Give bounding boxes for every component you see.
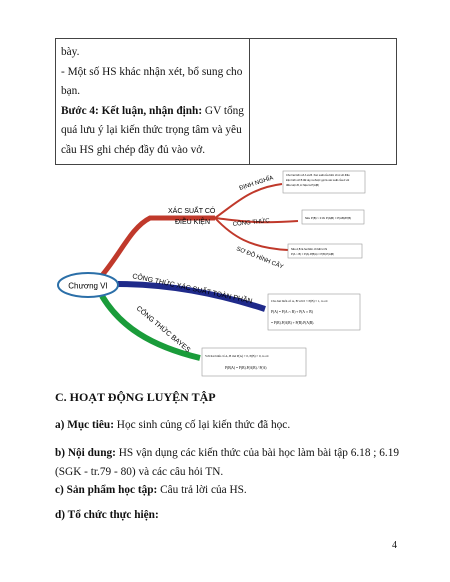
note-toan-phan-line: = P(B).P(A|B) + P(B̄).P(A|B̄). [271, 321, 315, 325]
content-text: HS vận dụng các kiến thức của bài học làm bài tập 6.18 ; 6.19 (SGK - tr.79 - 80) và các câu hỏi TN. [55, 447, 400, 478]
note-toan-phan-line: P(A) = P(A ∩ B) + P(A ∩ B̄) [271, 310, 313, 314]
mind-map-diagram [40, 166, 390, 388]
product-text: Câu trả lời của HS. [157, 484, 247, 496]
table-line: bày. [61, 46, 80, 58]
content-label: b) Nội dung: [55, 447, 116, 459]
page-number: 4 [392, 540, 397, 551]
branch2-title: CÔNG THỨC XÁC SUẤT TOÀN PHẦN [131, 273, 253, 306]
note-dinh-nghia-line: kiện biến cố B đã xảy ra được gọi là xác suất của A với [286, 179, 350, 182]
sub-so-do-label: SƠ ĐỒ HÌNH CÂY [235, 246, 285, 271]
objective-paragraph [55, 416, 400, 435]
objective-label: a) Mục tiêu: [55, 419, 114, 431]
product-paragraph [55, 481, 400, 500]
note-bayes-box [202, 348, 306, 376]
center-label: Chương VI [68, 281, 108, 291]
table-right-cell [250, 39, 397, 165]
note-cong-thuc-text: Nếu P(B) > 0 thì P(A|B) = P(AB)/P(B) [305, 216, 352, 220]
note-so-do-line: P(A ∩ B) = P(A).P(B|A) = P(B).P(A|B) [291, 253, 334, 256]
sub-cong-thuc-label: CÔNG THỨC [232, 218, 271, 228]
branch1-title-line2: ĐIỀU KIỆN [175, 219, 211, 226]
organization-paragraph [55, 506, 400, 525]
note-toan-phan-line: Cho hai biến cố A, B với 0 < P(B) < 1, ta có: [271, 299, 329, 303]
note-bayes-line: P(B|A) = P(B).P(A|B) / P(A) [225, 366, 267, 370]
branch3-title: CÔNG THỨC BAYES [134, 305, 192, 355]
product-label: c) Sản phẩm học tập: [55, 484, 158, 496]
table-left-cell [56, 39, 250, 165]
branch-xac-suat-co-dieu-kien [98, 218, 215, 280]
table-line: cầu HS ghi chép đầy đủ vào vở. [61, 143, 206, 156]
table-line: - Một số HS khác nhận xét, bổ sung cho [61, 65, 243, 78]
step-4-text: GV tổng [202, 104, 244, 117]
table-line: quá lưu ý lại kiến thức trọng tâm và yêu [61, 124, 242, 136]
objective-text: Học sinh củng cố lại kiến thức đã học. [113, 419, 291, 431]
section-heading: C. HOẠT ĐỘNG LUYỆN TẬP [55, 390, 216, 404]
step-4-line [61, 102, 244, 122]
table-line: bạn. [61, 85, 81, 97]
note-bayes-line: Với hai biến cố A, B mà P(A) > 0, P(B) > 0, ta có: [205, 354, 270, 358]
activity-table [55, 38, 397, 165]
step-4-label: Bước 4: Kết luận, nhận định: [61, 104, 203, 117]
organization-label: d) Tổ chức thực hiện: [55, 509, 159, 521]
branch1-title-line1: XÁC SUẤT CÓ [168, 208, 216, 215]
content-paragraph [55, 444, 400, 482]
note-dinh-nghia-line: điều kiện B, kí hiệu là P(A|B) [286, 184, 319, 187]
sub-dinh-nghia-label: ĐỊNH NGHĨA [238, 175, 275, 192]
note-so-do-line: Nếu A,B là hai biến cố bất kì thì [291, 248, 328, 251]
note-dinh-nghia-line: Cho hai biến cố A và B. Xác suất của biến cố A với điều [286, 174, 350, 177]
